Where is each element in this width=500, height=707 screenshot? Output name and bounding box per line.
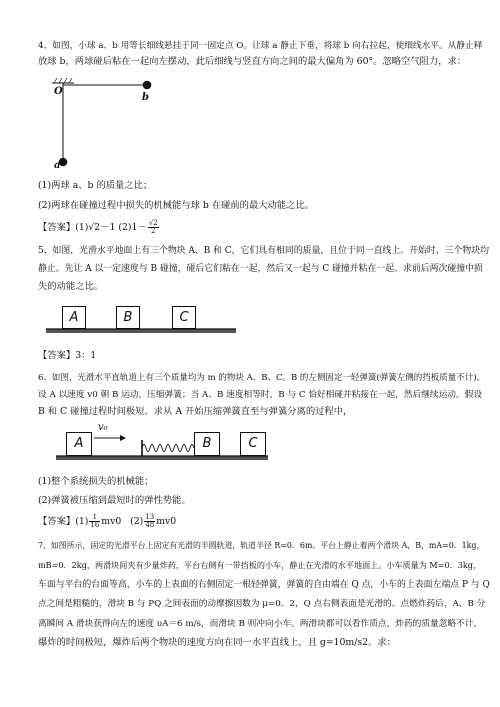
q4-text-line-2: 放球 b，两球碰后粘在一起向左摆动，此后细线与竖直方向之间的最大偏角为 60°。忽略空气阻力，求： [38,56,467,67]
q5-block-c: C [172,306,196,329]
q6-text-line-3: B 和 C 碰撞过程时间极短。求从 A 开始压缩弹簧直至与弹簧分离的过程中， [38,406,353,417]
fraction-num: √2 [148,219,158,227]
q4-text-line-1: 4、如图，小球 a、b 用等长细线悬挂于同一固定点 O。让球 a 静止下垂，将球 b 向右拉起，使细线水平。从静止释 [38,41,483,51]
answer-1-fraction [89,514,100,529]
q4-answer [38,220,160,235]
q7-text-line-5: 离瞬间 A 滑块获得向左的速度 υA＝6 m/s，而滑块 B 则冲向小车。两滑块都可以看作质点，炸药的质量忽略不计， [38,619,483,629]
q5-blocks-figure [44,300,244,336]
q4-pendulum-figure [50,76,170,176]
q5-block-a: A [62,306,86,329]
q5-text-line-1: 5、如图，光滑水平地面上有三个物块 A、B 和 C，它们具有相同的质量，且位于同一直线上。开始时，三个物块均 [38,246,489,256]
q6-part-2: (2)弹簧被压缩到最短时的弹性势能。 [38,495,191,506]
label-o: O [54,86,63,97]
fraction-num: 13 [145,513,155,521]
q6-block-a: A [66,432,92,456]
q6-block-b: B [194,432,220,456]
answer-2-fraction [148,220,159,235]
answer-2-tail: mv0 [156,516,177,527]
fraction-den: 16 [90,521,100,529]
q6-text-line-2: 设 A 以速度 v0 朝 B 运动，压缩弹簧；当 A、B 速度相等时，B 与 C 恰好相碰并粘接在一起，然后继续运动。假设 [38,390,483,400]
velocity-label: v₀ [98,422,108,433]
fraction-num: 1 [89,514,100,522]
q5-text-line-2: 静止。先让 A 以一定速度与 B 碰撞，碰后它们粘在一起，然后又一起与 C 碰撞并粘在一起。求前后两次碰撞中损 [38,264,483,274]
q7-text-line-4: 点之间是粗糙的，滑块 B 与 PQ 之间表面的动摩擦因数为 μ=0．2，Q 点右侧表面是光滑的。点燃炸药后，A、B 分 [38,599,486,609]
answer-1-tail: mv0 [101,516,122,527]
q7-text-line-2: mB=0．2kg，两滑块间夹有少量炸药，平台右侧有一带挡板的小车，静止在光滑的水平地面上。小车质量为 M=0．3kg， [38,560,482,570]
fraction-den: 48 [145,521,155,529]
q5-answer: 【答案】3：1 [38,350,97,361]
q5-block-b: B [116,306,140,329]
q7-text-line-6: 爆炸的时间极短，爆炸后两个物块的速度方向在同一水平直线上，且 g=10m/s2。求： [38,637,396,648]
answer-prefix: 【答案】(1) [38,222,89,233]
answer-prefix: 【答案】(1) [38,516,89,527]
fraction-den: 2 [151,227,156,235]
q6-answer [38,514,176,529]
q6-part-1: (1)整个系统损失的机械能； [38,476,154,487]
answer-2-fraction [144,514,155,529]
q5-text-line-3: 失的动能之比。 [38,281,104,292]
q6-spring-figure [44,424,274,464]
q7-text-line-1: 7、如图所示，固定的光滑平台上固定有光滑的半圆轨道，轨道半径 R=0．6m。平台上静止着两个滑块 A，B，mA=0．1kg， [38,541,485,550]
q6-block-c: C [240,432,266,456]
label-b: b [142,92,149,103]
q4-part-1: (1)两球 a、b 的质量之比； [38,180,153,191]
q6-text-line-1: 6、如图，光滑水平直轨道上有三个质量均为 m 的物块 A、B、C。B 的左侧固定一轻弹簧(弹簧左侧的挡板质量不计)。 [38,373,486,383]
answer-sep: (2)1－ [118,222,147,233]
q7-text-line-3: 车面与平台的台面等高，小车的上表面的右侧固定一根轻弹簧，弹簧的自由端在 Q 点，小车的上表面左端点 P 与 Q [38,580,490,590]
label-a: a [54,160,61,171]
q4-part-2: (2)两球在碰撞过程中损失的机械能与球 b 在碰前的最大动能之比。 [38,200,315,211]
answer-sep: (2) [121,516,144,527]
answer-1: √2－1 [88,222,116,233]
